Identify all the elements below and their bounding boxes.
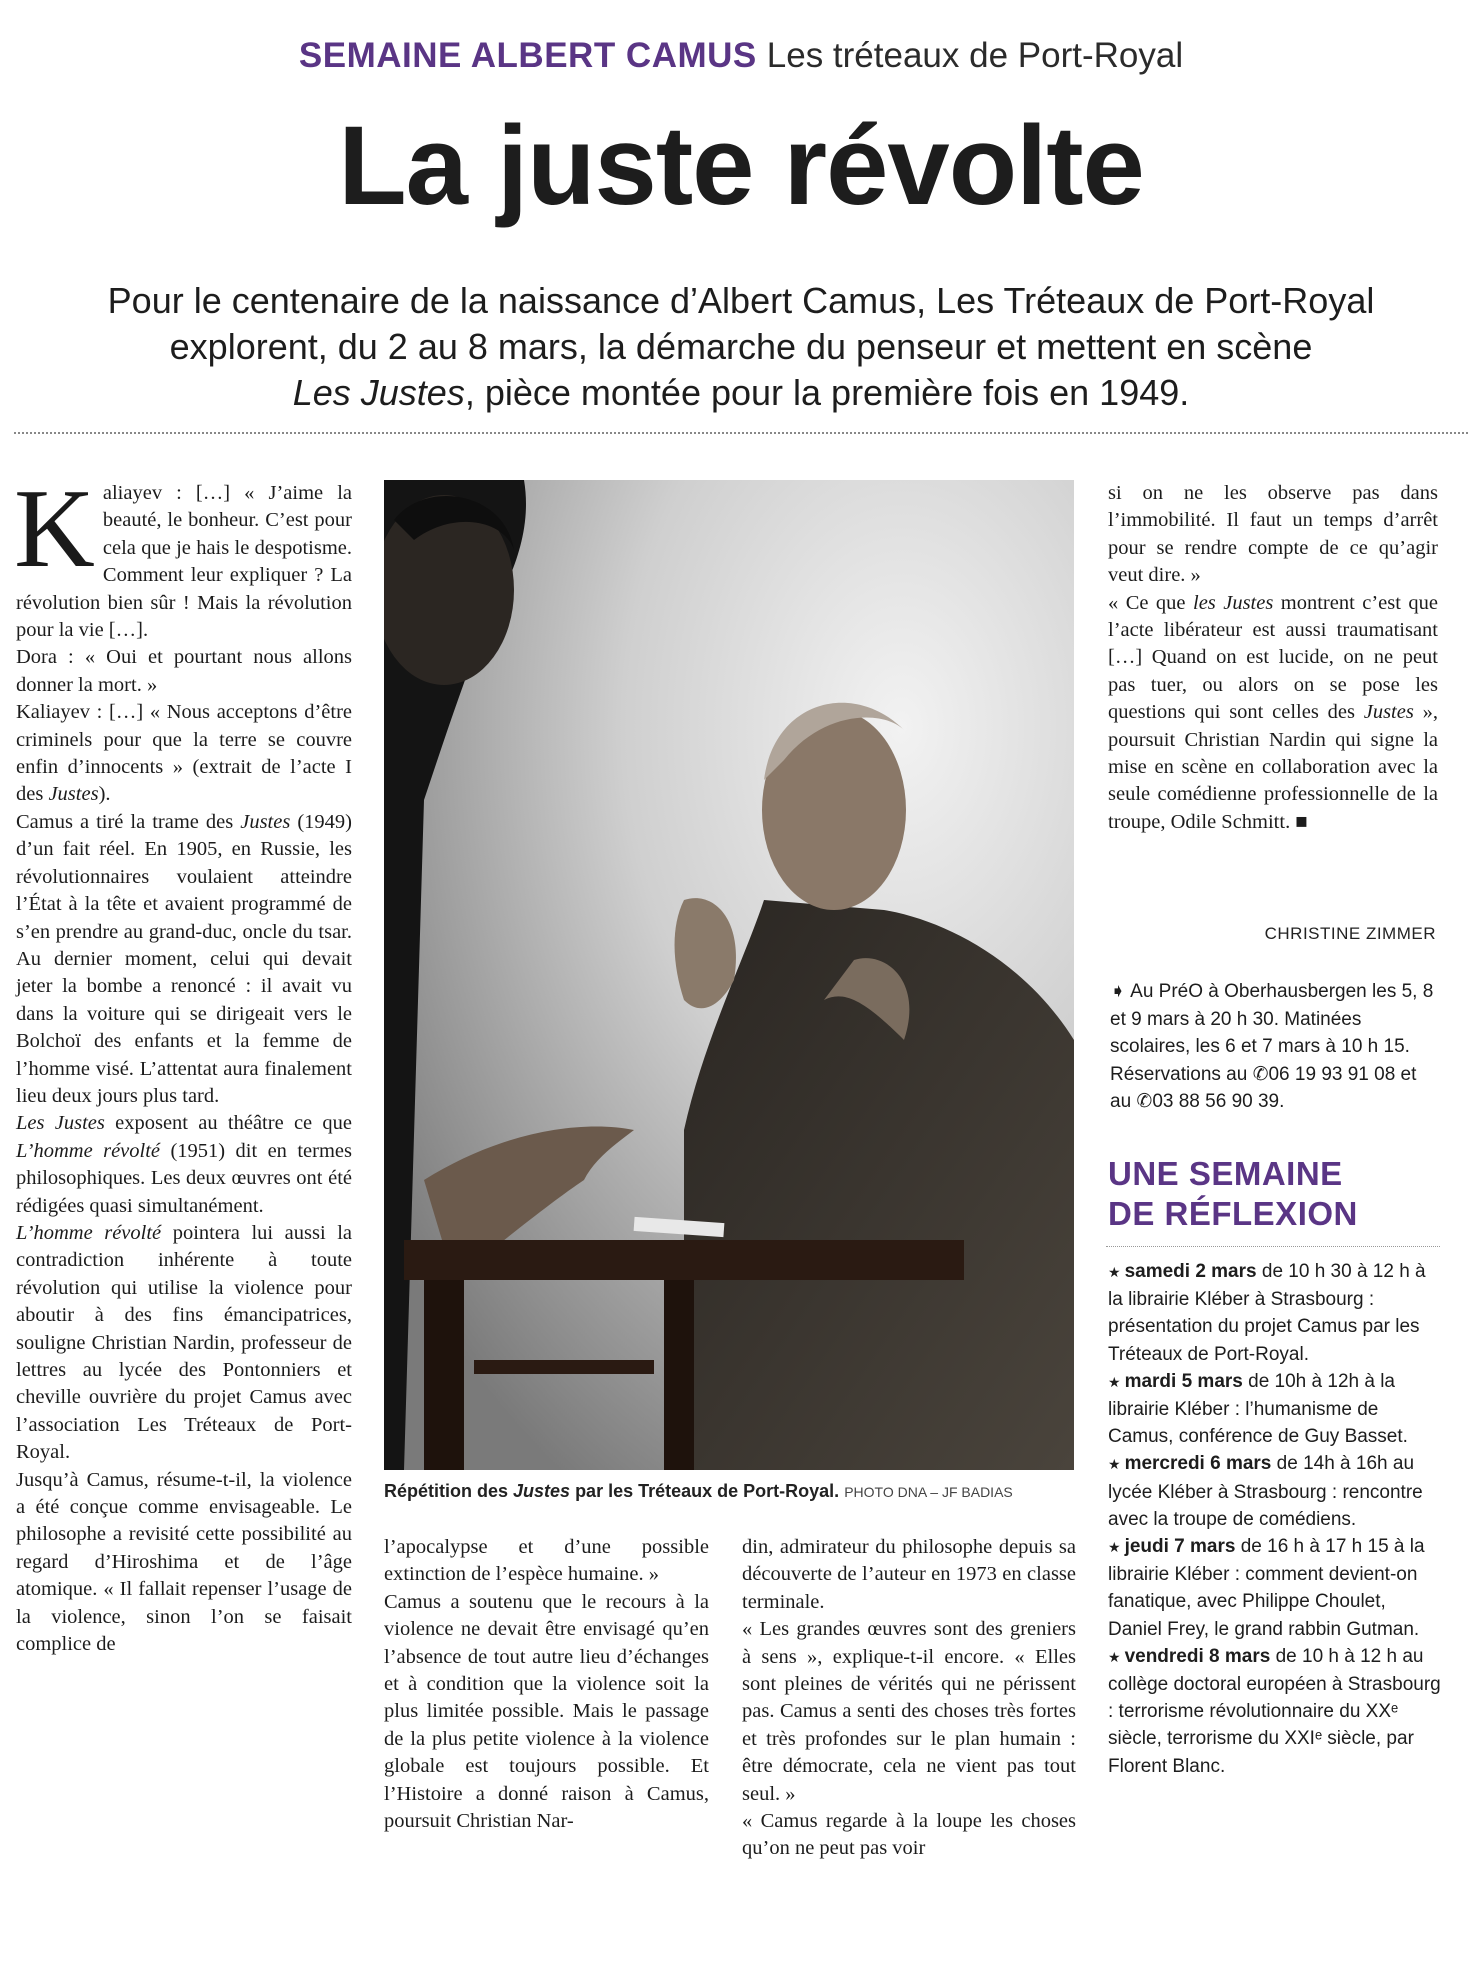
paragraph: din, admirateur du philosophe depuis sa découverte de l’auteur en 1973 en classe terminale. [742, 1536, 1076, 1613]
article-photo [384, 480, 1074, 1470]
lede-title: Les Justes [292, 372, 465, 413]
events-list [1108, 1258, 1442, 1780]
text: », poursuit Christian Nardin qui signe la mise en scène en collaboration avec la seule comédienne professionnelle de la troupe, Odile Schmitt. [1108, 701, 1439, 833]
text: exposent au théâtre ce que [104, 1112, 353, 1135]
sidebar-title-line-1: UNE SEMAINE [1108, 1155, 1343, 1192]
text-italic: Justes [240, 810, 291, 833]
performance-info [1110, 978, 1440, 1116]
article-column-2 [384, 1534, 709, 1835]
lede-line-3 [40, 370, 1442, 416]
section-topic: Les tréteaux de Port-Royal [766, 36, 1184, 75]
star-icon: ★ [1108, 1539, 1121, 1556]
section-label: SEMAINE ALBERT CAMUS [298, 36, 757, 75]
text-italic: Les Justes [16, 1112, 105, 1135]
event-date: mercredi 6 mars [1124, 1453, 1272, 1475]
event-item [1108, 1450, 1442, 1533]
event-text: de 16 h à 17 h 15 à la librairie Kléber : comment devient-on fanatique, avec Philippe Choulet, Daniel Frey, le grand rabbin Gutman. [1108, 1536, 1425, 1640]
caption-text: par les Tréteaux de Port-Royal. [570, 1481, 840, 1501]
lede [40, 278, 1442, 416]
text: (1949) d’un fait réel. En 1905, en Russie, les révolutionnaires voulaient atteindre l’État à la tête et avaient programmé de s’en prendre au grand-duc, oncle du tsar. Au dernier moment, celui qui devait jeter la bombe a renoncé : il avait vu dans la voiture qui se dirigeait vers le Bolchoï des enfants et la femme de l’homme visé. L’attentat aura finalement lieu deux jours plus tard. [16, 810, 352, 1107]
caption-title: Justes [513, 1481, 571, 1501]
headline: La juste révolte [338, 103, 1144, 228]
article-column-4 [1108, 480, 1438, 836]
paragraph: Camus a soutenu que le recours à la violence ne devait être envisagé qu’en l’absence de tout autre lieu d’échanges et à condition que la violence soit la plus limitée possible. Mais le passage de la plus petite violence à la violence globale est toujours possible. Et l’Histoire a donné raison à Camus, poursuit Christian Nar- [384, 1590, 709, 1833]
text: (1951) dit en termes philosophiques. Les deux œuvres ont été rédigées quasi simultanément. [16, 1139, 352, 1217]
paragraph [16, 1110, 352, 1220]
star-icon: ★ [1108, 1373, 1121, 1390]
paragraph [1108, 590, 1438, 837]
text: « Ce que [1108, 591, 1193, 614]
event-item [1108, 1368, 1442, 1451]
photo-caption [384, 1478, 1074, 1505]
photo-credit: PHOTO DNA – JF BADIAS [844, 1484, 1013, 1500]
text: ). [98, 783, 111, 806]
text: Kaliayev : […] « Nous acceptons d’être criminels pour que la terre se couvre enfin d’innocents » (extrait de l’acte I des [16, 701, 352, 806]
paragraph: Dora : « Oui et pourtant nous allons donner la mort. » [16, 646, 352, 696]
event-date: vendredi 8 mars [1124, 1645, 1271, 1667]
event-item [1108, 1533, 1442, 1643]
paragraph: « Les grandes œuvres sont des greniers à sens », explique-t-il encore. « Elles sont pleines de vérités qui ne périssent pas. Camus a senti des choses très fortes et très profondes sur le plan humain : être démocrate, cela ne vient pas tout seul. » [742, 1618, 1076, 1805]
paragraph [16, 1220, 352, 1467]
paragraph [16, 699, 352, 809]
paragraph: l’apocalypse et d’une possible extinction de l’espèce humaine. » [384, 1536, 709, 1586]
text: pointera lui aussi la contradiction inhérente à toute révolution qui utilise la violence pour aboutir à des fins émancipatrices, souligne Christian Nardin, professeur de lettres au lycée des Pontonniers et cheville ouvrière du projet Camus avec l’association Les Tréteaux de Port-Royal. [16, 1221, 352, 1464]
caption-text: Répétition des [384, 1481, 514, 1501]
byline: CHRISTINE ZIMMER [1264, 924, 1436, 943]
paragraph [16, 809, 352, 1110]
paragraph: si on ne les observe pas dans l’immobilité. Il faut un temps d’arrêt pour se rendre compte de ce qu’agir veut dire. » [1108, 482, 1438, 587]
quote-kaliayev: aliayev : […] « J’aime la beauté, le bonheur. C’est pour cela que je hais le despotisme. Comment leur expliquer ? La révolution bien sûr ! Mais la révolution pour la vie […]. [16, 482, 352, 642]
lede-line-2: explorent, du 2 au 8 mars, la démarche du penseur et mettent en scène [169, 326, 1313, 367]
event-date: mardi 5 mars [1124, 1370, 1243, 1392]
event-date: jeudi 7 mars [1124, 1536, 1236, 1558]
text-italic: Justes [48, 783, 99, 806]
text-italic: L’homme révolté [16, 1221, 162, 1244]
text: Camus a tiré la trame des [16, 810, 241, 833]
star-icon: ★ [1108, 1264, 1121, 1280]
text-italic: Justes [1363, 701, 1414, 724]
sidebar-title [1108, 1154, 1438, 1234]
text: montrent c’est que l’acte libérateur est aussi traumatisant […] Quand on est lucide, on ne peut pas tuer, ou alors on se pose les questions qui sont celles des [1108, 591, 1439, 724]
star-icon: ★ [1108, 1648, 1121, 1665]
text-italic: L’homme révolté [16, 1139, 161, 1162]
article-column-1 [14, 467, 353, 1658]
event-text: de 14h à 16h au lycée Kléber à Strasbourg : rencontre avec la troupe de comédiens. [1108, 1453, 1423, 1530]
end-mark: ■ [1295, 810, 1308, 833]
header-divider [14, 432, 1468, 434]
event-text: de 10h à 12h à la librairie Kléber : l’humanisme de Camus, conférence de Guy Basset. [1108, 1370, 1408, 1448]
sidebar-title-line-2: DE RÉFLEXION [1108, 1195, 1358, 1232]
star-icon: ★ [1108, 1456, 1121, 1473]
arrow-icon: ➧ [1110, 981, 1126, 1002]
article-column-3 [742, 1534, 1076, 1863]
lede-line-1: Pour le centenaire de la naissance d’Albert Camus, Les Tréteaux de Port-Royal [107, 280, 1375, 321]
event-text: de 10 h à 12 h au collège doctoral européen à Strasbourg : terrorisme révolutionnaire du XXᵉ siècle, terrorisme du XXIᵉ siècle, par Florent Blanc. [1108, 1645, 1441, 1777]
event-item [1108, 1258, 1442, 1368]
kicker [0, 34, 1482, 78]
sidebar-divider [1106, 1246, 1440, 1247]
drop-cap: K [14, 467, 95, 591]
text-italic: les Justes [1193, 591, 1274, 614]
rehearsal-photo-illustration [384, 480, 1074, 1470]
performance-details: Au PréO à Oberhausbergen les 5, 8 et 9 mars à 20 h 30. Matinées scolaires, les 6 et 7 mars à 10 h 15. Réservations au ✆06 19 93 91 08 et au ✆03 88 56 90 39. [1110, 981, 1434, 1112]
event-date: samedi 2 mars [1124, 1261, 1257, 1282]
paragraph: Jusqu’à Camus, résume-t-il, la violence a été conçue comme envisageable. Le philosophe a revisité cette possibilité au regard d’Hiroshima et de l’âge atomique. « Il fallait repenser l’usage de la violence, sinon l’on se faisait complice de [16, 1468, 352, 1656]
lede-line-3-rest: , pièce montée pour la première fois en 1949. [464, 372, 1190, 413]
paragraph: « Camus regarde à la loupe les choses qu’on ne peut pas voir [742, 1810, 1076, 1860]
event-text: de 10 h 30 à 12 h à la librairie Kléber à Strasbourg : présentation du projet Camus par les Tréteaux de Port-Royal. [1108, 1261, 1426, 1365]
event-item [1108, 1643, 1442, 1780]
